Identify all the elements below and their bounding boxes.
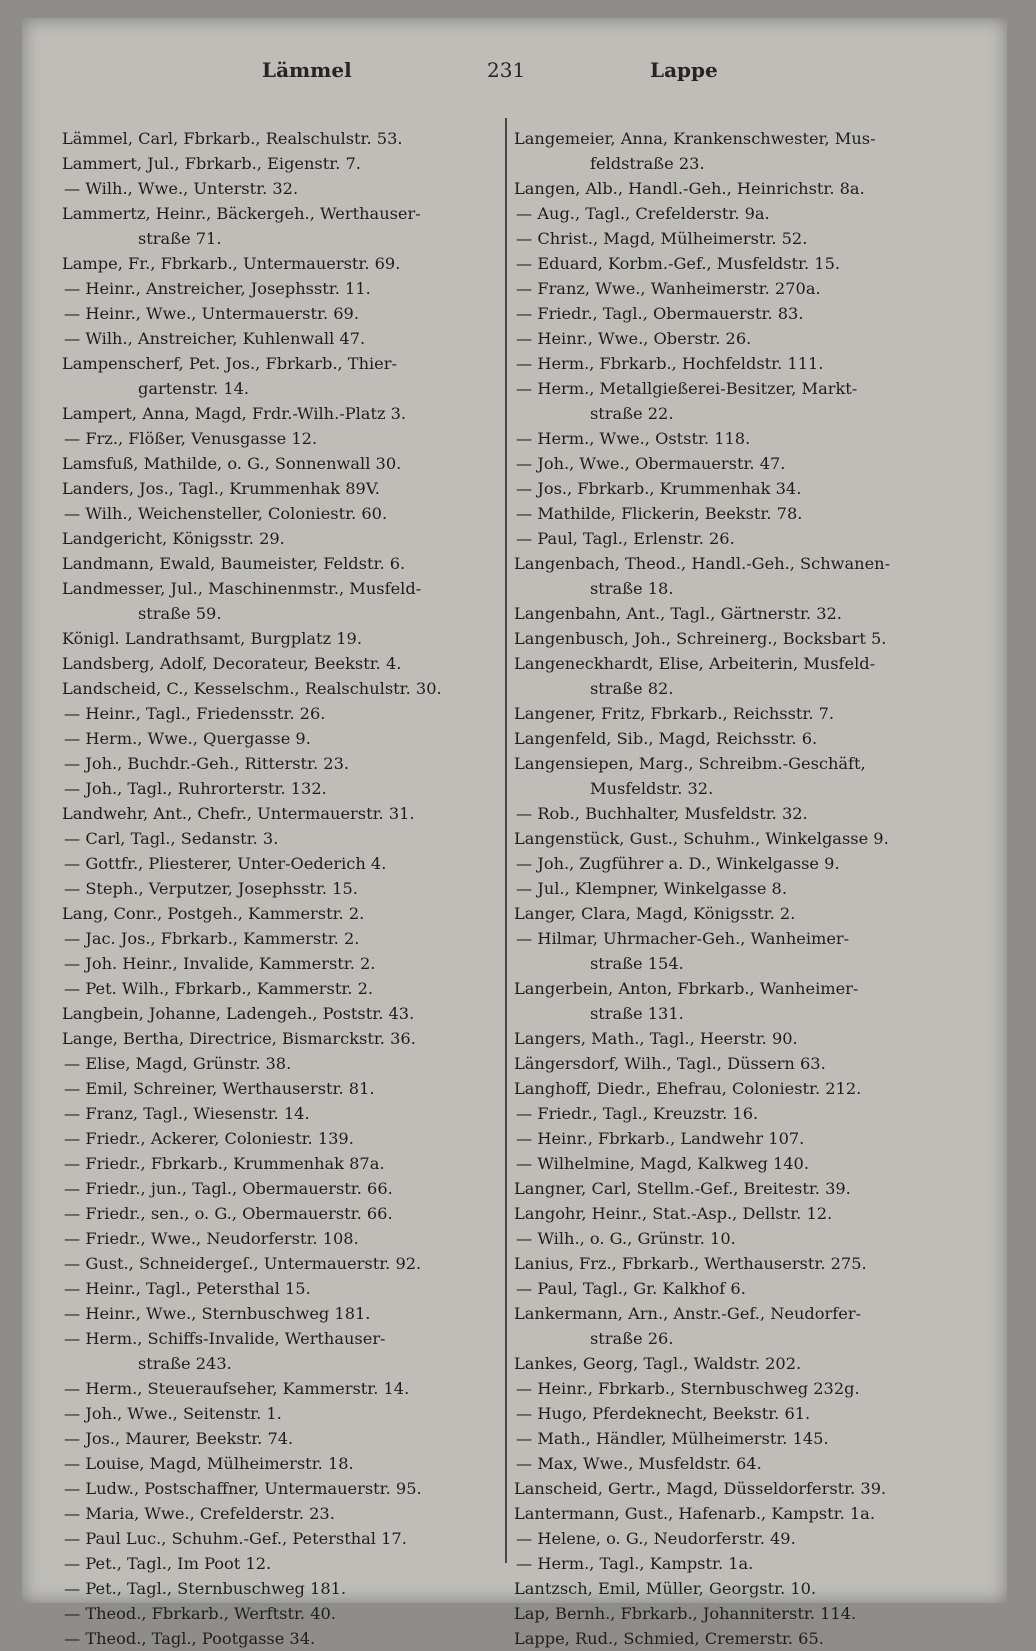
directory-entry: — Friedr., jun., Tagl., Obermauerstr. 66. <box>64 1179 393 1198</box>
entry-continuation: Musfeldstr. 32. <box>590 779 714 798</box>
directory-entry: — Hugo, Pferdeknecht, Beekstr. 61. <box>516 1404 811 1423</box>
directory-entry: — Wilh., o. G., Grünstr. 10. <box>516 1229 736 1248</box>
directory-entry: — Joh. Heinr., Invalide, Kammerstr. 2. <box>64 954 376 973</box>
directory-entry: — Joh., Wwe., Obermauerstr. 47. <box>516 454 786 473</box>
directory-entry: — Pet. Wilh., Fbrkarb., Kammerstr. 2. <box>64 979 374 998</box>
directory-entry: Lankermann, Arn., Anstr.-Gef., Neudorfer- <box>514 1304 862 1323</box>
directory-entry: — Wilh., Anstreicher, Kuhlenwall 47. <box>64 329 366 348</box>
directory-entry: — Theod., Tagl., Pootgasse 34. <box>64 1629 316 1648</box>
directory-entry: Langeneckhardt, Elise, Arbeiterin, Musfeld- <box>514 654 876 673</box>
directory-entry: — Wilh., Weichensteller, Coloniestr. 60. <box>64 504 388 523</box>
directory-entry: — Joh., Wwe., Seitenstr. 1. <box>64 1404 282 1423</box>
directory-entry: — Friedr., Tagl., Obermauerstr. 83. <box>516 304 804 323</box>
directory-entry: Langohr, Heinr., Stat.-Asp., Dellstr. 12. <box>514 1204 833 1223</box>
directory-entry: Landers, Jos., Tagl., Krummenhak 89V. <box>62 479 380 498</box>
directory-entry: — Gottfr., Pliesterer, Unter-Oederich 4. <box>64 854 387 873</box>
directory-entry: — Jul., Klempner, Winkelgasse 8. <box>516 879 787 898</box>
entry-continuation: straße 22. <box>590 404 674 423</box>
directory-entry: Langenfeld, Sib., Magd, Reichsstr. 6. <box>514 729 818 748</box>
left-column <box>62 126 492 1651</box>
directory-entry: — Eduard, Korbm.-Gef., Musfeldstr. 15. <box>516 254 841 273</box>
directory-entry: Langenbusch, Joh., Schreinerg., Bocksbart 5. <box>514 629 887 648</box>
directory-page <box>22 18 1007 1648</box>
directory-entry: Langhoff, Diedr., Ehefrau, Coloniestr. 212. <box>514 1079 862 1098</box>
directory-entry: Landscheid, C., Kesselschm., Realschulstr. 30. <box>62 679 442 698</box>
entry-continuation: straße 71. <box>138 229 222 248</box>
directory-entry: — Heinr., Tagl., Petersthal 15. <box>64 1279 311 1298</box>
page-number: 231 <box>487 58 526 82</box>
directory-entry: — Herm., Wwe., Quergasse 9. <box>64 729 311 748</box>
directory-entry: Lappe, Rud., Schmied, Cremerstr. 65. <box>514 1629 824 1648</box>
directory-entry: — Steph., Verputzer, Josephsstr. 15. <box>64 879 358 898</box>
directory-entry: — Jac. Jos., Fbrkarb., Kammerstr. 2. <box>64 929 360 948</box>
directory-entry: Langenbach, Theod., Handl.-Geh., Schwanen- <box>514 554 891 573</box>
directory-entry: Langer, Clara, Magd, Königsstr. 2. <box>514 904 796 923</box>
column-divider <box>505 118 507 1563</box>
entry-continuation: straße 131. <box>590 1004 684 1023</box>
directory-entry: — Theod., Fbrkarb., Werftstr. 40. <box>64 1604 336 1623</box>
entry-continuation: gartenstr. 14. <box>138 379 250 398</box>
page-header <box>22 58 1007 98</box>
directory-entry: — Frz., Flößer, Venusgasse 12. <box>64 429 318 448</box>
directory-entry: — Pet., Tagl., Im Poot 12. <box>64 1554 272 1573</box>
directory-entry: — Friedr., Ackerer, Coloniestr. 139. <box>64 1129 354 1148</box>
directory-entry: — Carl, Tagl., Sedanstr. 3. <box>64 829 279 848</box>
entry-continuation: straße 243. <box>138 1354 232 1373</box>
entry-continuation: straße 18. <box>590 579 674 598</box>
directory-entry: — Franz, Wwe., Wanheimerstr. 270a. <box>516 279 821 298</box>
directory-entry: — Paul, Tagl., Erlenstr. 26. <box>516 529 735 548</box>
entry-continuation: straße 26. <box>590 1329 674 1348</box>
directory-entry: Langbein, Johanne, Ladengeh., Poststr. 43. <box>62 1004 415 1023</box>
directory-entry: Lampenscherf, Pet. Jos., Fbrkarb., Thier- <box>62 354 397 373</box>
directory-entry: — Friedr., Wwe., Neudorferstr. 108. <box>64 1229 359 1248</box>
directory-entry: Lang, Conr., Postgeh., Kammerstr. 2. <box>62 904 365 923</box>
directory-entry: Landwehr, Ant., Chefr., Untermauerstr. 31. <box>62 804 415 823</box>
directory-entry: — Friedr., Tagl., Kreuzstr. 16. <box>516 1104 759 1123</box>
directory-entry: — Heinr., Fbrkarb., Landwehr 107. <box>516 1129 805 1148</box>
directory-entry: Langen, Alb., Handl.-Geh., Heinrichstr. 8a. <box>514 179 865 198</box>
directory-entry: — Christ., Magd, Mülheimerstr. 52. <box>516 229 808 248</box>
directory-entry: Landmann, Ewald, Baumeister, Feldstr. 6. <box>62 554 406 573</box>
directory-entry: — Max, Wwe., Musfeldstr. 64. <box>516 1454 762 1473</box>
directory-entry: Lantermann, Gust., Hafenarb., Kampstr. 1a. <box>514 1504 875 1523</box>
directory-entry: — Friedr., sen., o. G., Obermauerstr. 66. <box>64 1204 393 1223</box>
directory-entry: Langener, Fritz, Fbrkarb., Reichsstr. 7. <box>514 704 835 723</box>
directory-entry: Lampe, Fr., Fbrkarb., Untermauerstr. 69. <box>62 254 401 273</box>
directory-entry: — Gust., Schneidergeſ., Untermauerstr. 92. <box>64 1254 422 1273</box>
directory-entry: — Paul Luc., Schuhm.-Gef., Petersthal 17. <box>64 1529 407 1548</box>
entry-continuation: feldstraße 23. <box>590 154 705 173</box>
directory-entry: Lap, Bernh., Fbrkarb., Johanniterstr. 114. <box>514 1604 857 1623</box>
directory-entry: — Herm., Steueraufseher, Kammerstr. 14. <box>64 1379 410 1398</box>
directory-entry: — Heinr., Anstreicher, Josephsstr. 11. <box>64 279 371 298</box>
directory-entry: — Mathilde, Flickerin, Beekstr. 78. <box>516 504 803 523</box>
directory-entry: — Heinr., Wwe., Oberstr. 26. <box>516 329 752 348</box>
directory-entry: — Heinr., Wwe., Sternbuschweg 181. <box>64 1304 371 1323</box>
directory-entry: — Hilmar, Uhrmacher-Geh., Wanheimer- <box>516 929 850 948</box>
directory-entry: Landsberg, Adolf, Decorateur, Beekstr. 4. <box>62 654 402 673</box>
directory-entry: Langenstück, Gust., Schuhm., Winkelgasse 9. <box>514 829 889 848</box>
directory-entry: Lammertz, Heinr., Bäckergeh., Werthauser- <box>62 204 421 223</box>
directory-entry: Lange, Bertha, Directrice, Bismarckstr. 36. <box>62 1029 416 1048</box>
directory-entry: — Wilh., Wwe., Unterstr. 32. <box>64 179 299 198</box>
directory-entry: Langemeier, Anna, Krankenschwester, Mus- <box>514 129 876 148</box>
header-first-entry: Lämmel <box>262 58 352 82</box>
directory-entry: — Franz, Tagl., Wiesenstr. 14. <box>64 1104 310 1123</box>
directory-entry: — Pet., Tagl., Sternbuschweg 181. <box>64 1579 347 1598</box>
directory-entry: Lankes, Georg, Tagl., Waldstr. 202. <box>514 1354 802 1373</box>
directory-entry: — Rob., Buchhalter, Musfeldstr. 32. <box>516 804 808 823</box>
directory-entry: — Joh., Zugführer a. D., Winkelgasse 9. <box>516 854 840 873</box>
directory-entry: Lanius, Frz., Fbrkarb., Werthauserstr. 275. <box>514 1254 867 1273</box>
directory-entry: Lampert, Anna, Magd, Frdr.-Wilh.-Platz 3. <box>62 404 407 423</box>
directory-entry: — Ludw., Postschaffner, Untermauerstr. 95. <box>64 1479 422 1498</box>
directory-entry: Langensiepen, Marg., Schreibm.-Geschäft, <box>514 754 866 773</box>
header-last-entry: Lappe <box>650 58 718 82</box>
directory-entry: Lamsfuß, Mathilde, o. G., Sonnenwall 30. <box>62 454 402 473</box>
entry-continuation: straße 59. <box>138 604 222 623</box>
directory-entry: — Maria, Wwe., Crefelderstr. 23. <box>64 1504 335 1523</box>
directory-entry: Lammert, Jul., Fbrkarb., Eigenstr. 7. <box>62 154 361 173</box>
directory-entry: — Herm., Wwe., Oststr. 118. <box>516 429 751 448</box>
directory-entry: — Heinr., Tagl., Friedensstr. 26. <box>64 704 326 723</box>
directory-entry: — Friedr., Fbrkarb., Krummenhak 87a. <box>64 1154 385 1173</box>
directory-entry: — Herm., Fbrkarb., Hochfeldstr. 111. <box>516 354 824 373</box>
directory-entry: — Herm., Metallgießerei-Besitzer, Markt- <box>516 379 858 398</box>
directory-entry: Langerbein, Anton, Fbrkarb., Wanheimer- <box>514 979 859 998</box>
directory-entry: Lantzsch, Emil, Müller, Georgstr. 10. <box>514 1579 817 1598</box>
directory-entry: — Aug., Tagl., Crefelderstr. 9a. <box>516 204 770 223</box>
directory-entry: — Elise, Magd, Grünstr. 38. <box>64 1054 292 1073</box>
directory-entry: — Herm., Schiffs-Invalide, Werthauser- <box>64 1329 386 1348</box>
directory-entry: — Emil, Schreiner, Werthauserstr. 81. <box>64 1079 375 1098</box>
directory-entry: Langner, Carl, Stellm.-Gef., Breitestr. 39. <box>514 1179 851 1198</box>
directory-entry: — Louise, Magd, Mülheimerstr. 18. <box>64 1454 354 1473</box>
directory-entry: — Heinr., Fbrkarb., Sternbuschweg 232g. <box>516 1379 860 1398</box>
directory-entry: — Joh., Tagl., Ruhrorterstr. 132. <box>64 779 327 798</box>
directory-entry: Königl. Landrathsamt, Burgplatz 19. <box>62 629 362 648</box>
directory-entry: Landmesser, Jul., Maschinenmstr., Musfeld- <box>62 579 422 598</box>
directory-entry: — Heinr., Wwe., Untermauerstr. 69. <box>64 304 359 323</box>
directory-entry: Lämmel, Carl, Fbrkarb., Realschulstr. 53. <box>62 129 403 148</box>
directory-entry: — Math., Händler, Mülheimerstr. 145. <box>516 1429 829 1448</box>
directory-entry: — Jos., Fbrkarb., Krummenhak 34. <box>516 479 802 498</box>
directory-entry: — Paul, Tagl., Gr. Kalkhof 6. <box>516 1279 746 1298</box>
entry-continuation: straße 154. <box>590 954 684 973</box>
directory-entry: — Joh., Buchdr.-Geh., Ritterstr. 23. <box>64 754 350 773</box>
directory-entry: — Wilhelmine, Magd, Kalkweg 140. <box>516 1154 810 1173</box>
entry-continuation: straße 82. <box>590 679 674 698</box>
directory-entry: — Jos., Maurer, Beekstr. 74. <box>64 1429 294 1448</box>
directory-entry: Langers, Math., Tagl., Heerstr. 90. <box>514 1029 798 1048</box>
directory-entry: Lanscheid, Gertr., Magd, Düsseldorferstr. 39. <box>514 1479 887 1498</box>
directory-entry: — Herm., Tagl., Kampstr. 1a. <box>516 1554 754 1573</box>
directory-entry: Längersdorf, Wilh., Tagl., Düssern 63. <box>514 1054 826 1073</box>
directory-entry: — Helene, o. G., Neudorferstr. 49. <box>516 1529 796 1548</box>
directory-entry: Langenbahn, Ant., Tagl., Gärtnerstr. 32. <box>514 604 842 623</box>
directory-entry: Landgericht, Königsstr. 29. <box>62 529 285 548</box>
right-column <box>514 126 954 1651</box>
